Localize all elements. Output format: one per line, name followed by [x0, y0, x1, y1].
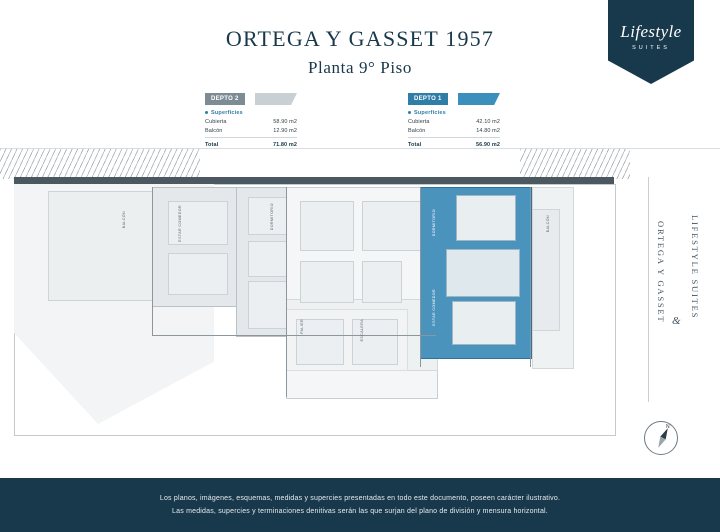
legend-divider — [205, 137, 297, 138]
legend-row-label: Cubierta — [408, 119, 430, 125]
wall — [420, 187, 421, 367]
plan-canvas — [0, 149, 720, 479]
legend-total-value: 56.90 m2 — [475, 142, 500, 148]
legend-row — [205, 128, 297, 134]
room — [300, 261, 354, 303]
legend-color-bar — [458, 93, 500, 105]
legend-header — [408, 93, 500, 105]
legend-divider — [408, 137, 500, 138]
legend-row — [205, 119, 297, 125]
legend-row-label: Cubierta — [205, 119, 227, 125]
street-edge — [14, 177, 614, 184]
room — [362, 201, 424, 251]
legend-color-bar — [255, 93, 297, 105]
legend-section-text: Superficies — [211, 110, 243, 116]
legend-tag: DEPTO 2 — [205, 93, 245, 105]
room-label: PALIER — [300, 319, 304, 334]
page-title: ORTEGA Y GASSET 1957 — [225, 26, 495, 51]
legend-row-label: Balcón — [408, 128, 426, 134]
legend-row — [408, 119, 500, 125]
footer-disclaimer — [0, 478, 720, 532]
room-label: BALCÓN — [122, 211, 126, 229]
bullet-icon — [205, 111, 208, 114]
room — [168, 253, 228, 295]
brand-badge — [608, 0, 694, 84]
room-label: DORMITORIO — [270, 203, 274, 231]
brand-tagline: SUITES — [632, 45, 670, 51]
room — [300, 201, 354, 251]
room — [362, 261, 402, 303]
room-label: ESTAR COMEDOR — [178, 205, 182, 242]
legend-total-label: Total — [205, 142, 219, 148]
brand-name: Lifestyle — [620, 22, 682, 41]
legend-row-value: 12.90 m2 — [273, 128, 297, 134]
wall — [286, 187, 287, 397]
unit-1-room-c — [452, 301, 516, 345]
legend-section-text: Superficies — [414, 110, 446, 116]
side-text-brand: LIFESTYLE SUITES — [690, 215, 700, 320]
room — [168, 201, 228, 245]
legend-depto-1 — [408, 93, 500, 148]
compass-icon — [644, 421, 678, 455]
hatch-pattern-right — [520, 149, 630, 179]
bullet-icon — [408, 111, 411, 114]
wall — [530, 187, 531, 367]
side-divider — [648, 177, 649, 402]
floor-plan — [0, 148, 720, 480]
legend-row-label: Balcón — [205, 128, 223, 134]
footer-line-1: Los planos, imágenes, esquemas, medidas y supercies presentadas en todo este documento, poseen carácter ilustrativo. — [159, 495, 561, 502]
wall — [152, 335, 436, 336]
side-text-street: ORTEGA Y GASSET — [656, 221, 666, 324]
room-label: BALCÓN — [546, 215, 550, 233]
page-subtitle: Planta 9° Piso — [308, 58, 412, 77]
header — [0, 0, 720, 148]
room-label: DORMITORIO — [432, 209, 436, 237]
compass-north-label: N — [666, 424, 670, 430]
terrace-area — [48, 191, 166, 301]
room-label: ESTAR COMEDOR — [432, 289, 436, 326]
legend-depto-2 — [205, 93, 297, 148]
ampersand-glyph: & — [672, 315, 681, 327]
unit-1-room-a — [456, 195, 516, 241]
legend-tag: DEPTO 1 — [408, 93, 448, 105]
unit-1-room-b — [446, 249, 520, 297]
legend-total-value: 71.80 m2 — [272, 142, 297, 148]
legend-total-label: Total — [408, 142, 422, 148]
compass-needle-south-icon — [655, 437, 665, 450]
brand-text — [608, 0, 694, 51]
legend-section-label — [205, 110, 297, 116]
legend-row-value: 42.10 m2 — [476, 119, 500, 125]
legend-row-value: 14.80 m2 — [476, 128, 500, 134]
legend-row — [408, 128, 500, 134]
footer-line-2: Las medidas, supercies y terminaciones denitivas serán las que surjan del plano de división y mensura horizontal. — [172, 508, 548, 515]
room-label: ESCALERA — [360, 319, 364, 342]
legend-section-label — [408, 110, 500, 116]
hatch-pattern-left — [0, 149, 200, 179]
room — [352, 319, 398, 365]
wall — [152, 187, 153, 335]
legend-row-value: 58.90 m2 — [273, 119, 297, 125]
legend-header — [205, 93, 297, 105]
